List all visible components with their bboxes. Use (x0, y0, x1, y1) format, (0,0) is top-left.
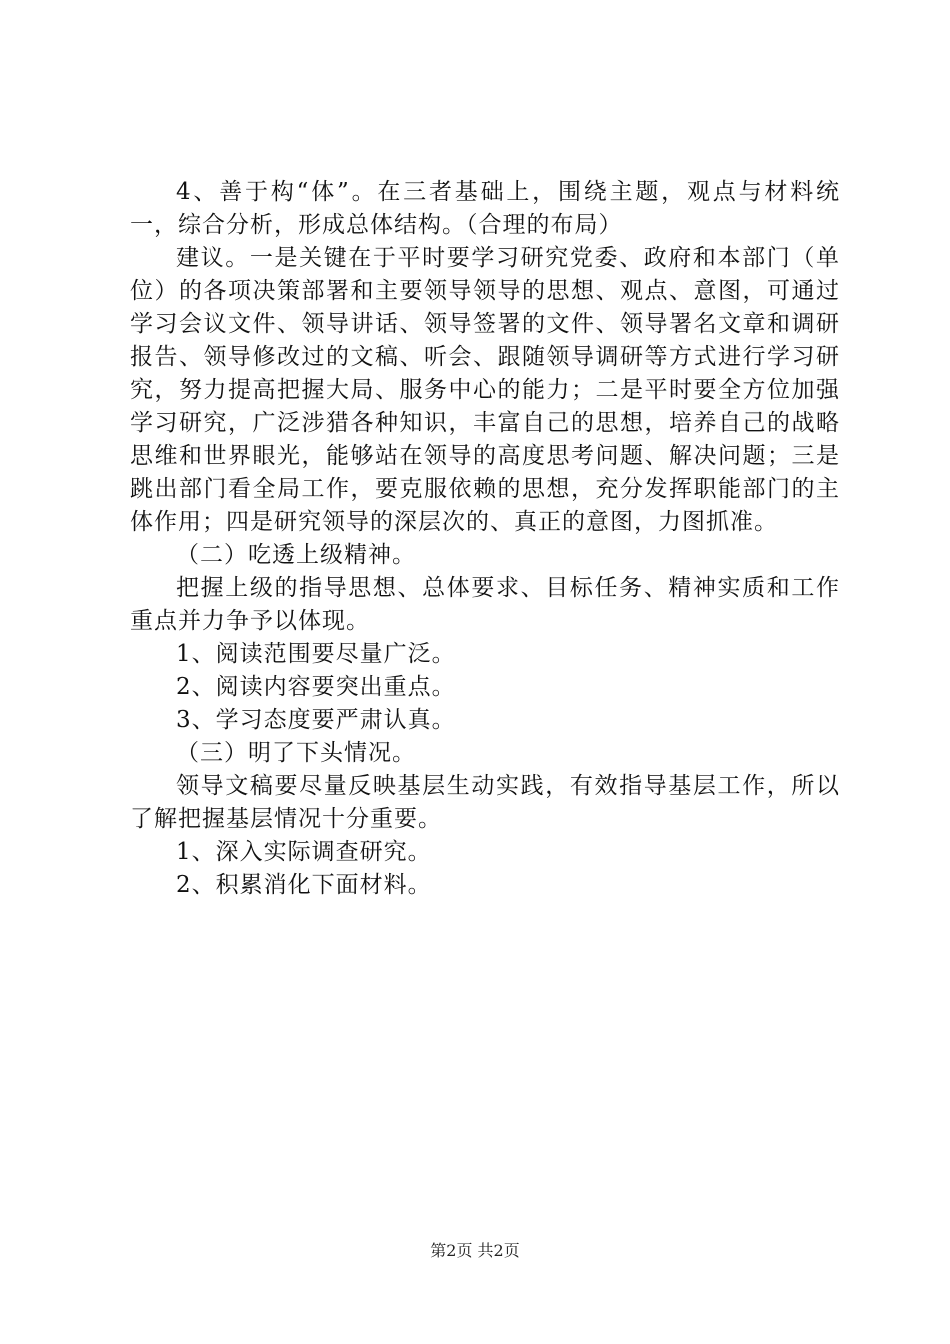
paragraph-suggestion: 建议。一是关键在于平时要学习研究党委、政府和本部门（单位）的各项决策部署和主要领导领导的思想、观点、意图，可通过学习会议文件、领导讲话、领导签署的文件、领导署名文章和调研报告、领导修改过的文稿、听会、跟随领导调研等方式进行学习研究，努力提高把握大局、服务中心的能力；二是平时要全方位加强学习研究，广泛涉猎各种知识，丰富自己的思想，培养自己的战略思维和世界眼光，能够站在领导的高度思考问题、解决问题；三是跳出部门看全局工作，要克服依赖的思想，充分发挥职能部门的主体作用；四是研究领导的深层次的、真正的意图，力图抓准。 (130, 245, 840, 535)
list-item-reading-focus: 2、阅读内容要突出重点。 (176, 674, 456, 700)
list-item-accumulate-materials: 2、积累消化下面材料。 (176, 872, 432, 898)
list-item-study-attitude: 3、学习态度要严肃认真。 (176, 707, 456, 733)
list-item-field-research: 1、深入实际调查研究。 (176, 839, 432, 865)
page-number-footer: 第2页 共2页 (430, 1241, 520, 1260)
list-item-reading-scope: 1、阅读范围要尽量广泛。 (176, 641, 456, 667)
paragraph-grassroots-practice: 领导文稿要尽量反映基层生动实践，有效指导基层工作，所以了解把握基层情况十分重要。 (130, 773, 840, 832)
paragraph-superior-guidance: 把握上级的指导思想、总体要求、目标任务、精神实质和工作重点并力争予以体现。 (130, 575, 840, 634)
section-heading-grassroots: （三）明了下头情况。 (176, 740, 416, 766)
document-body (130, 176, 840, 902)
paragraph-structure-tip: 4、善于构“体”。在三者基础上，围绕主题，观点与材料统一，综合分析，形成总体结构。（合理的布局） (130, 179, 840, 238)
section-heading-superior-spirit: （二）吃透上级精神。 (176, 542, 416, 568)
